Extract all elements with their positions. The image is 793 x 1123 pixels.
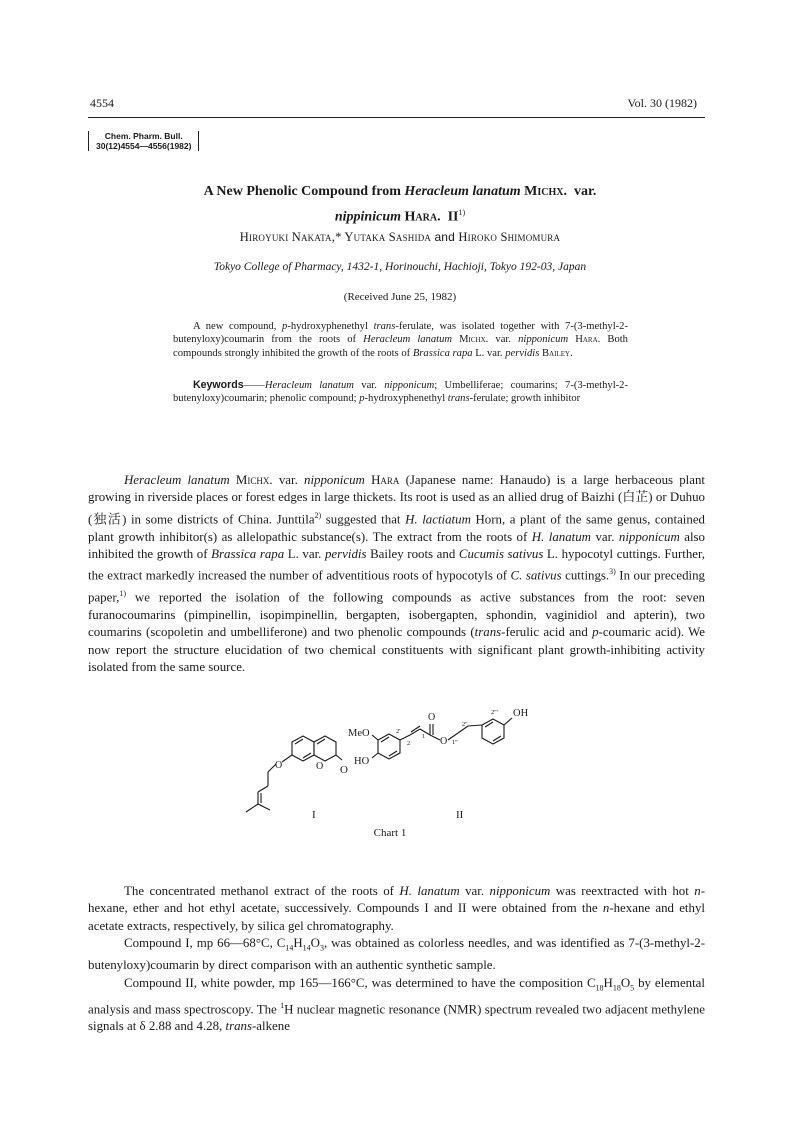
compound-II-ester-oxygen: O bbox=[440, 736, 448, 747]
citation-ref: 30(12)4554—4556(1982) bbox=[96, 141, 192, 151]
results-section bbox=[88, 883, 705, 1036]
chart-caption: Chart 1 bbox=[373, 827, 407, 839]
compound-I-structure bbox=[246, 736, 342, 812]
compound-II-methoxy: MeO bbox=[348, 728, 370, 739]
position-2-prime: 2' bbox=[396, 728, 401, 735]
position-2: 2 bbox=[407, 740, 411, 747]
keywords-dash: —— bbox=[243, 380, 265, 391]
compound-II-label: II bbox=[456, 809, 464, 821]
keywords: Keywords——Heracleum lanatum var. nipponicum; Umbelliferae; coumarins; 7-(3-methyl-2-butenyloxy)coumarin; phenolic compound; p-hydroxyphenethyl trans-ferulate; growth inhibitor bbox=[173, 379, 628, 405]
title-line-1: A New Phenolic Compound from Heracleum lanatum Michx. var. bbox=[203, 184, 597, 199]
compound-I-paragraph: Compound I, mp 66—68°C, $C_{14}H_{14}O_3$, was obtained as colorless needles, and was identified as 7-(3-methyl-2-butenyloxy)coumarin by direct comparison with an authentic synthetic sample. bbox=[88, 936, 706, 973]
keywords-label: Keywords bbox=[193, 379, 244, 391]
compound-I-label: I bbox=[312, 809, 316, 821]
page-number: 4554 bbox=[90, 96, 114, 110]
compound-II-hydroxy: HO bbox=[354, 756, 370, 767]
chemical-structures-figure bbox=[230, 702, 590, 822]
compound-II-phenol-oh: OH bbox=[513, 708, 529, 719]
position-2-triple-prime: 2''' bbox=[491, 709, 498, 716]
header-rule bbox=[88, 117, 705, 118]
title-footnote-mark: 1) bbox=[458, 208, 466, 217]
position-1: 1 bbox=[422, 733, 426, 740]
compound-II-paragraph: Compound II, white powder, mp 165—166°C, was determined to have the composition $C_{18}H_{18}O_5$ by elemental analysis and mass spectroscopy. The $^1$H nuclear magnetic resonance (NMR) spectrum revealed two adjacent methylene signals at δ 2.88 and 4.28, trans-alkene bbox=[88, 975, 705, 1034]
compound-I-carbonyl-oxygen: O bbox=[340, 764, 348, 776]
citation-journal: Chem. Pharm. Bull. bbox=[104, 131, 183, 141]
article-title bbox=[100, 181, 700, 228]
extraction-paragraph: The concentrated methanol extract of the roots of H. lanatum var. nipponicum was reextracted with hot n-hexane, ether and hot ethyl acetate, successively. Compounds I and II were obtained from the n-hexane and ethyl acetate extracts, respectively, by silica gel chromatography. bbox=[88, 884, 705, 933]
compound-I-ring-oxygen: O bbox=[316, 761, 324, 772]
abstract: A new compound, p-hydroxyphenethyl trans-ferulate, was isolated together with 7-(3-methyl-2-butenyloxy)coumarin from the roots of Heracleum lanatum Michx. var. nipponicum Hara. Both compounds strongly inhibited the growth of the roots of Brassica rapa L. var. pervidis Bailey. bbox=[173, 321, 628, 359]
compound-II-carbonyl-oxygen: O bbox=[428, 712, 436, 723]
compound-I-ether-oxygen: O bbox=[275, 760, 283, 771]
authors: Hiroyuki Nakata,* Yutaka Sashida and Hiroko Shimomura bbox=[239, 230, 561, 244]
position-2-double-prime: 2'' bbox=[462, 721, 468, 728]
position-1-double-prime: 1'' bbox=[452, 739, 458, 746]
volume-label: Vol. 30 (1982) bbox=[627, 96, 697, 110]
received-date: (Received June 25, 1982) bbox=[343, 291, 457, 303]
intro-paragraph: Heracleum lanatum Michx. var. nipponicum Hara (Japanese name: Hanaudo) is a large herbaceous plant growing in riverside places or forest edges in large thickets. Its root is used as an allied drug of Baizhi (白芷) or Duhuo (独活) in some districts of China. Junttila$^{2)}$ suggested that H. lactiatum Horn, a plant of the same genus, contained plant growth inhibitor(s) as allelopathic substance(s). The extract from the roots of H. lanatum var. nipponicum also inhibited the growth of Brassica rapa L. var. pervidis Bailey roots and Cucumis sativus L. hypocotyl cuttings. Further, the extract markedly increased the number of adventitious roots of hypocotyls of C. sativus cuttings.$^{3)}$ In our preceding paper,$^{1)}$ we reported the isolation of the following compounds as active substances from the root: seven furanocoumarins (pimpinellin, isopimpinellin, bergapten, isobergapten, sphondin, vaginidiol and apterin), two coumarins (scopoletin and umbelliferone) and two phenolic compounds (trans-ferulic acid and p-coumaric acid). We now report the structure elucidation of two chemical constituents with significant plant growth-inhibiting activity isolated from the same source. bbox=[88, 473, 706, 674]
citation-box bbox=[88, 131, 199, 151]
affiliation: Tokyo College of Pharmacy, 1432-1, Horinouchi, Hachioji, Tokyo 192-03, Japan bbox=[213, 261, 587, 273]
title-line-2: nippinicum Hara. II$^{1)}$ bbox=[334, 208, 466, 225]
